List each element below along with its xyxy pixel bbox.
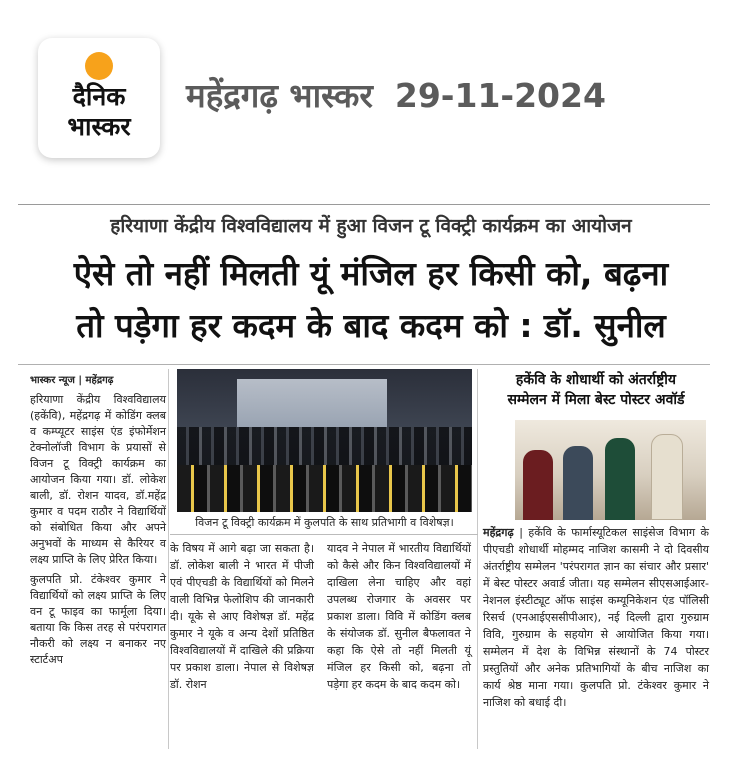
masthead-date: 29-11-2024 <box>394 76 606 115</box>
sidebar-headline-line2: सम्मेलन में मिला बेस्ट पोस्टर अवॉर्ड <box>507 392 685 408</box>
col3-paragraph: यादव ने नेपाल में भारतीय विद्यार्थियों को कैसे और किन विश्वविद्यालयों में दाखिला लेना चाहिए और वहां उपलब्ध रोजगार के अवसर पर प्रकाश डाला। विवि में कोडिंग क्लब के संयोजक डॉ. सुनील बैफलावत ने कहा कि ऐसे तो नहीं मिलती यूं मंजिल हर किसी को, बढ़ना तो पड़ेगा हर कदम के बाद कदम को। <box>327 542 471 691</box>
masthead <box>186 74 606 118</box>
sidebar-dateline: महेंद्रगढ़ <box>483 526 514 539</box>
col2-paragraph: के विषय में आगे बढ़ा जा सकता है। डॉ. लोकेश बाली ने भारत में पीजी एवं पीएचडी के विद्यार्थियों को मिलने वाली विभिन्न फेलोशिप की जानकारी दी। यूके से आए विशेषज्ञ डॉ. महेंद्र कुमार ने यूके व अन्य देशों प्रतिष्ठित विश्वविद्यालयों में दाखिले की प्रक्रिया पर प्रकाश डाला। नेपाल से विशेषज्ञ डॉ. रोशन <box>170 542 314 691</box>
logo-line1: दैनिक <box>72 82 126 111</box>
byline: भास्कर न्यूज | महेंद्रगढ़ <box>30 375 114 386</box>
sidebar-story <box>483 524 709 711</box>
seated-participants <box>177 465 472 512</box>
column-divider <box>477 369 478 749</box>
article-kicker: हरियाणा केंद्रीय विश्वविद्यालय में हुआ विजन टू विक्ट्री कार्यक्रम का आयोजन <box>110 215 632 237</box>
masthead-title: महेंद्रगढ़ भास्कर <box>186 76 373 115</box>
divider-mid <box>18 364 710 365</box>
person-figure <box>651 434 683 520</box>
article-headline <box>14 248 728 352</box>
article-column-1 <box>30 392 166 672</box>
divider-top <box>18 204 710 205</box>
award-photo <box>515 420 706 520</box>
person-figure <box>523 450 553 520</box>
article-column-3 <box>327 540 471 693</box>
sidebar-headline-line1: हकेंवि के शोधार्थी को अंतर्राष्ट्रीय <box>515 372 677 388</box>
col1-paragraph-1: हरियाणा केंद्रीय विश्वविद्यालय (हकेंवि), महेंद्रगढ़ में कोडिंग क्लब व कम्प्यूटर साइंस एंड इंफोर्मेशन टेक्नोलॉजी विभाग के प्रयासों से विजन टू विक्ट्री कार्यक्रम का आयोजन किया गया। डॉ. लोकेश बाली, डॉ. रोशन यादव, डॉ.महेंद्र कुमार व पदम राठौर ने विद्यार्थियों को संबोधित किया और अपने अनुभवों के माध्यम से कैरियर व लक्ष्य प्राप्ति के लिए प्रेरित किया। <box>30 393 166 566</box>
logo-line2: भास्कर <box>67 112 131 141</box>
headline-line1: ऐसे तो नहीं मिलती यूं मंजिल हर किसी को, बढ़ना <box>73 254 669 293</box>
photo-caption: विजन टू विक्ट्री कार्यक्रम में कुलपति के साथ प्रतिभागी व विशेषज्ञ। <box>195 516 454 529</box>
sidebar-body: | हकेंवि के फार्मास्यूटिकल साइंसेज विभाग के पीएचडी शोधार्थी मोहम्मद नाजिश कासमी ने दो दिवसीय अंतर्राष्ट्रीय सम्मेलन 'परंपरागत ज्ञान का संचार और प्रसार' में बेस्ट पोस्टर अवार्ड जीता। यह सम्मेलन सीएसआईआर- नेशनल इंस्टीट्यूट ऑफ साइंस कम्यूनिकेशन एंड पॉलिसी रिसर्च (एनआईएससीपीआर), नई दिल्ली द्वारा गुरुग्राम विवि, गुरुग्राम के सहयोग से आयोजित किया गया। सम्मेलन में देश के विभिन्न संस्थानों के 74 पोस्टर प्रस्तुतियों और अनेक प्रतिभागियों के बीच नाजिश का कार्य श्रेष्ठ माना गया। कुलपति प्रो. टंकेश्वर कुमार ने नाजिश को बधाई दी। <box>483 526 709 709</box>
column-divider <box>168 369 169 749</box>
caption-divider <box>170 534 478 535</box>
sun-icon <box>85 52 113 80</box>
projector-screen <box>237 379 387 427</box>
dainik-bhaskar-logo <box>38 38 160 158</box>
person-figure <box>605 438 635 520</box>
event-group-photo <box>177 369 472 512</box>
person-figure <box>563 446 593 520</box>
sidebar-headline <box>480 370 712 410</box>
headline-line2: तो पड़ेगा हर कदम के बाद कदम को : डॉ. सुनील <box>76 306 666 345</box>
article-column-2 <box>170 540 314 693</box>
sidebar-paragraph <box>483 524 709 711</box>
col1-paragraph-2: कुलपति प्रो. टंकेश्वर कुमार ने विद्यार्थियों को लक्ष्य प्राप्ति के लिए वन टू फाइव का फार्मूला दिया। बताया कि किस तरह से परंपरागत नौकरी को लक्ष्य न बनाकर नए स्टार्टअप <box>30 573 166 666</box>
